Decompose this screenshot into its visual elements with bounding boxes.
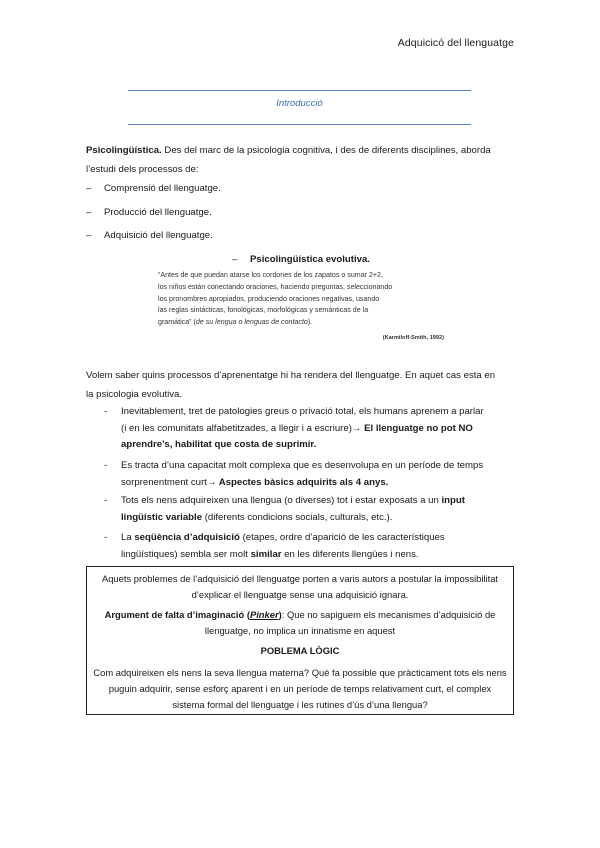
section-title: Introducció (276, 98, 323, 109)
box-paragraph-1: Aquets problemes de l’adquisició del llenguatge porten a varis autors a postular la impossibilitat d’explicar el llenguatge sense una adquisició ignara. (101, 573, 499, 600)
process-label: Producció del llenguatge. (104, 207, 212, 218)
quote-line: “Antes de que puedan atarse los cordones de los zapatos o sumar 2+2, (158, 271, 383, 279)
intro-text-2: l’estudi dels processos de: (86, 164, 199, 175)
dash-marker: – (86, 230, 92, 241)
quote-line: gramática” (de su lengua o lenguas de contacto). (158, 318, 313, 327)
intro-lead: Psicolingüística. (86, 145, 162, 156)
paragraph-2-line: Volem saber quins processos d’aprenentatge hi ha rendera del llenguatge. En aquet cas esta en (86, 370, 496, 381)
pinker-ref: Pinker (249, 609, 279, 620)
dash-marker: – (86, 207, 92, 218)
evolutive-heading (232, 250, 370, 269)
bullet-marker: - (104, 532, 108, 543)
bullet-item: - Tots els nens adquireixen una llengua (o diverses) tot i estar exposats a un input lingüístic variable (diferents condicions socials, culturals, etc.). (104, 495, 465, 523)
process-label: Adquisició del llenguatge. (104, 230, 213, 241)
bullet-marker: - (104, 460, 108, 471)
bullet-item: - Inevitablement, tret de patologies greus o privació total, els humans aprenem a parlar (i en les comunitats alfabetitzades, a llegir i a escriure)→ El llenguatge no pot NO aprendre’s, habilitat que costa de suprimir. (104, 406, 484, 450)
quote-line: los pronombres apropiados, produciendo oraciones negativas, usando (158, 294, 380, 303)
intro-text-1: Des del marc de la psicologia cognitiva, i des de diferents disciplines, aborda (161, 145, 491, 156)
dash-marker: – (232, 254, 238, 265)
page-header: Adquicicó del llenguatge (397, 37, 514, 49)
quote-line: los niños están conectando oraciones, haciendo preguntas, seleccionando (158, 282, 393, 291)
bullet-item: - Es tracta d’una capacitat molt complexa que es desenvolupa en un període de temps sorprenentment curt→ Aspectes bàsics adquirits als 4 anys. (104, 460, 484, 488)
intro-paragraph (86, 141, 516, 179)
process-item (86, 226, 213, 245)
paragraph-2 (86, 366, 516, 404)
dash-marker: – (86, 183, 92, 194)
quote-line: las reglas sintácticas, fonológicas, morfológicas y semánticas de la (158, 306, 369, 315)
section-rule-top (128, 90, 471, 91)
process-label: Comprensió del llenguatge. (104, 183, 221, 194)
box-paragraph-2: Argument de falta d’imaginació (Pinker): Que no sapiguem els mecanismes d’adquisició de llenguatge, no implica un innatisme en aquest (104, 609, 496, 636)
box-heading: POBLEMA LÒGIC (260, 645, 340, 656)
bullet-marker: - (104, 495, 108, 506)
bullet-item: - La seqüència d’adquisició (etapes, ordre d’aparició de les característiques lingüístiques) sembla ser molt similar en les diferents llengües i nens. (104, 532, 445, 560)
quote-block (158, 270, 458, 329)
quote-citation: (Karmiloff-Smith, 1992) (382, 335, 444, 341)
process-item (86, 203, 212, 222)
bullet-marker: - (104, 406, 108, 417)
evolutive-label: Psicolingüística evolutiva. (250, 254, 370, 265)
process-item (86, 179, 221, 198)
section-rule-bottom (128, 124, 471, 125)
problem-box (86, 566, 514, 715)
box-paragraph-4: Com adquireixen els nens la seva llengua materna? Què fa possible que pràcticament tots els nens puguin adquirir, sense esforç aparent i en un període de temps relativament curt, el complex sistema formal del llenguatge i les rutines d’ús d’una llengua? (93, 667, 507, 710)
paragraph-2-line: la psicologia evolutiva. (86, 389, 182, 400)
